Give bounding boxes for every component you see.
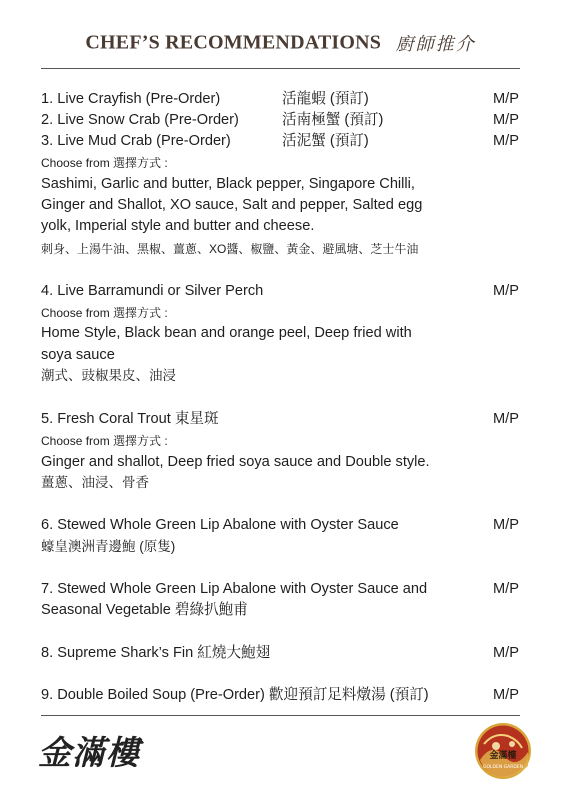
menu-item-3-name: 3. Live Mud Crab (Pre-Order): [41, 133, 231, 149]
page-header: [0, 30, 561, 62]
crab-options-chinese: 刺身、上湯牛油、黑椒、薑蔥、XO醬、椒鹽、黃金、避風塘、芝士牛油: [41, 242, 419, 256]
item-4-options-line-2: soya sauce: [41, 347, 115, 363]
item-4-options-label: Choose from 選擇方式 :: [41, 306, 168, 320]
item-5-options-line-1: Ginger and shallot, Deep fried soya sauce and Double style.: [41, 454, 430, 470]
item-5-options-label: Choose from 選擇方式 :: [41, 434, 168, 448]
menu-item-9-name: 9. Double Boiled Soup (Pre-Order) 歡迎預訂足料燉湯 (預訂): [41, 687, 429, 703]
item-5-options-chinese: 薑蔥、油浸、骨香: [41, 475, 149, 490]
menu-item-6-name: 6. Stewed Whole Green Lip Abalone with Oyster Sauce: [41, 517, 399, 533]
menu-item-1-name: 1. Live Crayfish (Pre-Order): [41, 91, 221, 107]
item-4-options-line-1: Home Style, Black bean and orange peel, Deep fried with: [41, 325, 412, 341]
restaurant-emblem-icon: [474, 722, 532, 780]
menu-item-6-price: M/P: [493, 517, 519, 533]
menu-item-3-price: M/P: [493, 133, 519, 149]
top-divider: [41, 68, 520, 69]
menu-item-2-name: 2. Live Snow Crab (Pre-Order): [41, 112, 239, 128]
menu-item-7-name: 7. Stewed Whole Green Lip Abalone with Oyster Sauce and: [41, 581, 428, 597]
menu-item-4-name: 4. Live Barramundi or Silver Perch: [41, 283, 264, 299]
crab-options-line-2: Ginger and Shallot, XO sauce, Salt and pepper, Salted egg: [41, 197, 423, 213]
menu-item-8-name: 8. Supreme Shark’s Fin 紅燒大鮑翅: [41, 645, 271, 661]
menu-item-1-chinese: 活龍蝦 (預訂): [282, 91, 369, 107]
menu-item-4-price: M/P: [493, 283, 519, 299]
menu-item-3-chinese: 活泥蟹 (預訂): [282, 133, 369, 149]
bottom-divider: [41, 715, 520, 716]
menu-item-7-price: M/P: [493, 581, 519, 597]
menu-item-6-chinese: 蠔皇澳洲青邊鮑 (原隻): [41, 539, 176, 554]
menu-item-2-chinese: 活南極蟹 (預訂): [282, 112, 384, 128]
restaurant-logo: 金滿樓: [38, 733, 140, 772]
menu-item-9-price: M/P: [493, 687, 519, 703]
menu-item-2-price: M/P: [493, 112, 519, 128]
crab-options-line-3: yolk, Imperial style and butter and cheese.: [41, 218, 315, 234]
menu-item-7-name-line-2: Seasonal Vegetable 碧綠扒鮑甫: [41, 602, 248, 618]
page-title: CHEF’S RECOMMENDATIONS: [85, 31, 382, 54]
emblem-text: 金滿樓: [489, 751, 517, 761]
menu-item-1-price: M/P: [493, 91, 519, 107]
emblem-subtext: GOLDEN GARDEN: [482, 765, 524, 770]
crab-options-line-1: Sashimi, Garlic and butter, Black pepper, Singapore Chilli,: [41, 176, 415, 192]
menu-item-8-price: M/P: [493, 645, 519, 661]
menu-item-5-name: 5. Fresh Coral Trout 東星斑: [41, 411, 219, 427]
item-4-options-chinese: 潮式、豉椒果皮、油浸: [41, 368, 176, 383]
menu-item-5-price: M/P: [493, 411, 519, 427]
crab-options-label: Choose from 選擇方式 :: [41, 156, 168, 170]
page-title-chinese: 廚師推介: [395, 34, 476, 55]
